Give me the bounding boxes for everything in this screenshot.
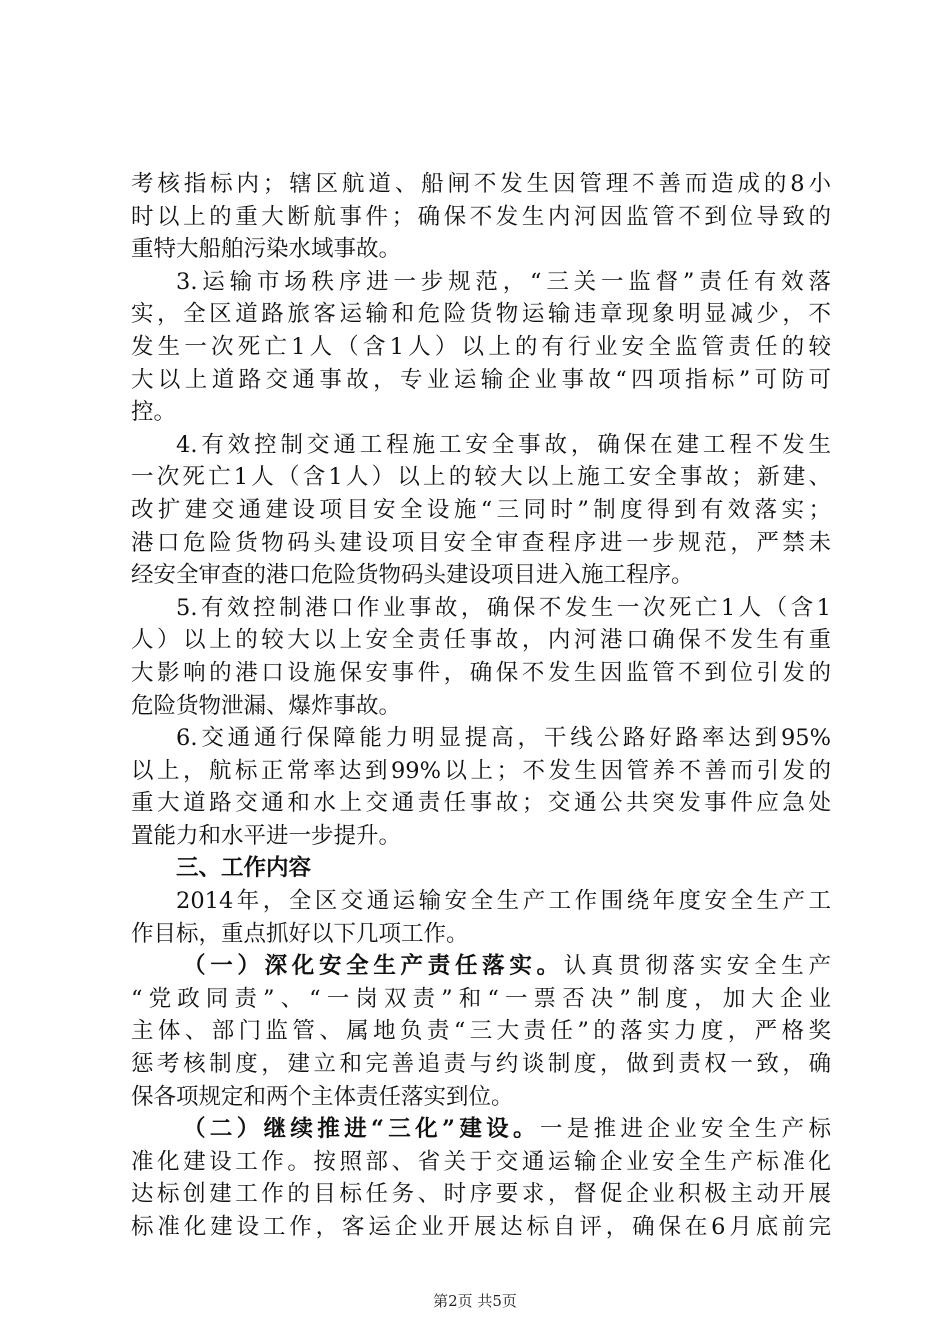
text-line: 重特大船舶污染水域事故。	[131, 236, 402, 263]
text-line: 港口危险货物码头建设项目安全审查程序进一步规范，严禁未	[131, 529, 831, 556]
text-line: 4.有效控制交通工程施工安全事故，确保在建工程不发生	[176, 431, 831, 458]
text-line: 3.运输市场秩序进一步规范，“三关一监督”责任有效落	[176, 268, 831, 295]
text-line: 人）以上的较大以上安全责任事故，内河港口确保不发生有重	[131, 627, 831, 654]
text-line: 6.交通通行保障能力明显提高，干线公路好路率达到95%	[176, 725, 831, 752]
text-line: 以上，航标正常率达到99%以上；不发生因管养不善而引发的	[131, 757, 831, 784]
text-line: 重大道路交通和水上交通责任事故；交通公共突发事件应急处	[131, 790, 831, 817]
text-line: 发生一次死亡1人（含1人）以上的有行业安全监管责任的较	[131, 333, 831, 360]
text-line: 经安全审查的港口危险货物码头建设项目进入施工程序。	[131, 562, 694, 589]
text-line: 大影响的港口设施保安事件，确保不发生因监管不到位引发的	[131, 659, 831, 686]
text-line: 作目标，重点抓好以下几项工作。	[131, 920, 469, 947]
text-line: 大以上道路交通事故，专业运输企业事故“四项指标”可防可	[131, 366, 831, 393]
text-line: 2014年，全区交通运输安全生产工作围绕年度安全生产工	[176, 888, 831, 915]
text-line: 标准化建设工作，客运企业开展达标自评，确保在6月底前完	[131, 1214, 831, 1240]
text-line: 置能力和水平进一步提升。	[131, 822, 402, 849]
text-line: 一次死亡1人（含1人）以上的较大以上施工安全事故；新建、	[131, 464, 831, 491]
text-line: 主体、部门监管、属地负责“三大责任”的落实力度，严格奖	[131, 1018, 831, 1045]
text-line: 改扩建交通建设项目安全设施“三同时”制度得到有效落实；	[131, 496, 831, 523]
text-line-rest: 一是推进企业安全生产标	[539, 1116, 831, 1143]
text-line: 危险货物泄漏、爆炸事故。	[131, 692, 402, 719]
subsection-heading: （一）深化安全生产责任落实。	[183, 953, 564, 980]
section-heading: 三、工作内容	[176, 855, 312, 882]
page-footer: 第2页 共5页	[433, 1292, 517, 1310]
text-line: 考核指标内；辖区航道、船闸不发生因管理不善而造成的8小	[131, 171, 831, 197]
text-line: 控。	[131, 399, 177, 426]
text-line: 惩考核制度，建立和完善追责与约谈制度，做到责权一致，确	[131, 1051, 831, 1078]
text-line: 达标创建工作的目标任务、时序要求，督促企业积极主动开展	[131, 1181, 831, 1208]
document-body	[131, 168, 831, 1244]
text-line-rest: 认真贯彻落实安全生产	[563, 953, 831, 980]
text-line	[131, 950, 831, 983]
text-line: 实，全区道路旅客运输和危险货物运输违章现象明显减少，不	[131, 301, 831, 328]
text-line: “党政同责”、“一岗双责”和“一票否决”制度，加大企业	[131, 985, 831, 1012]
text-line: 保各项规定和两个主体责任落实到位。	[131, 1083, 514, 1110]
text-line: 时以上的重大断航事件；确保不发生内河因监管不到位导致的	[131, 203, 831, 230]
text-line: 5.有效控制港口作业事故，确保不发生一次死亡1人（含1	[176, 594, 831, 621]
subsection-heading: （二）继续推进“三化”建设。	[183, 1116, 540, 1143]
text-line	[131, 1113, 831, 1146]
text-line: 准化建设工作。按照部、省关于交通运输企业安全生产标准化	[131, 1148, 831, 1175]
